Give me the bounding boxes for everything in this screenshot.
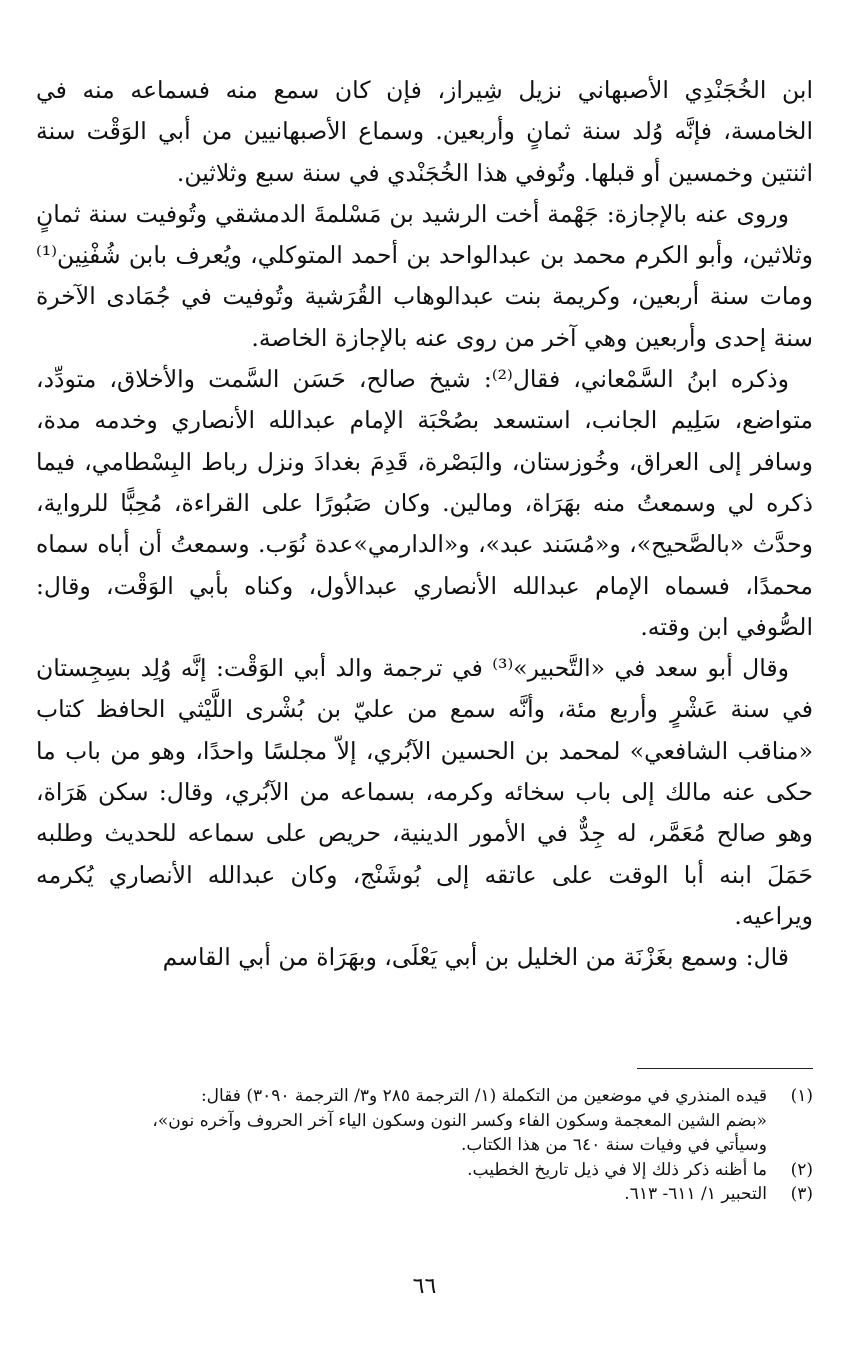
page-number: ٦٦ [412,1274,437,1299]
footnote-number: (٣) [790,1184,813,1204]
paragraph-2: وروى عنه بالإجازة: جَهْمة أخت الرشيد بن مَسْلمةَ الدمشقي وتُوفيت سنة ثمانٍ وثلاثين، وأبو الكرم محمد بن عبدالواحد بن أحمد المتوكلي، ويُعرف بابن شُفْنِين⁽¹⁾ ومات سنة أربعين، وكريمة بنت عبدالوهاب القُرَشية وتُوفيت في جُمَادى الآخرة سنة إحدى وأربعين وهي آخر من روى عنه بالإجازة الخاصة. [36,199,813,352]
paragraph-3: وذكره ابنُ السَّمْعاني، فقال⁽²⁾: شيخ صالح، حَسَن السَّمت والأخلاق، متودِّد، متواضع، سَلِيم الجانب، استسعد بصُحْبَة الإمام عبدالله الأنصاري وخدمه مدة، وسافر إلى العراق، وخُوزستان، والبَصْرة، قَدِمَ بغدادَ ونزل رباط البِسْطامي، فيما ذكره لي وسمعتُ منه بهَرَاة، ومالين. وكان صَبُورًا على القراءة، مُحِبًّا للرواية، وحدَّث «بالصَّحيح»، و«مُسَند عبد»، و«الدارمي»عدة نُوَب. وسمعتُ أن أباه سماه محمدًا، فسماه الإمام عبدالله الأنصاري عبدالأول، وكناه بأبي الوَقْت، وقال: الصُّوفي ابن وقته. [36,365,813,641]
footnote-number: (١) [790,1086,813,1106]
footnote-line: «بضم الشين المعجمة وسكون الفاء وكسر النون وسكون الياء آخر الحروف وآخره نون»، [152,1110,767,1131]
footnote-body [36,1182,767,1207]
footnote-line: وسيأتي في وفيات سنة ٦٤٠ من هذا الكتاب. [460,1135,767,1155]
footnote-line: قيده المنذري في موضعين من التكملة (١/ الترجمة ٢٨٥ و٣/ الترجمة ٣٠٩٠) فقال: [200,1086,767,1106]
footnote-body [36,1084,767,1158]
paragraph-4: وقال أبو سعد في «التَّحبير»⁽³⁾ في ترجمة والد أبي الوَقْت: إنَّه وُلِد بسِجِستان في سنة عَشْرٍ وأربع مئة، وأنَّه سمع من عليّ بن بُشْرى اللَّيْثي الحافظ كتاب «مناقب الشافعي» لمحمد بن الحسين الآبُري، إلاّ مجلسًا واحدًا، وهو من باب ما حكى عنه مالك إلى باب سخائه وكرمه، بسماعه من الآبُري، وقال: سكن هَرَاة، وهو صالح مُعَمَّر، له جِدٌّ في الأمور الدينية، حريص على سماعه للحديث وطلبه حَمَلَ ابنه أبا الوقت على عاتقه إلى بُوشَنْج، وكان عبدالله الأنصاري يُكرمه ويراعيه. [36,654,813,930]
footnote-3 [36,1182,813,1207]
footnote-2 [36,1158,813,1183]
footnotes [36,1084,813,1207]
footnote-1 [36,1084,813,1158]
footnote-number: (٢) [790,1159,813,1180]
paragraph-5: قال: وسمع بغَزْنَة من الخليل بن أبي يَعْلَى، وبهَرَاة من أبي القاسم [162,943,789,972]
footnote-body [36,1158,767,1183]
main-text [36,70,813,979]
footnote-separator [637,1068,813,1069]
footnote-line: ما أظنه ذكر ذلك إلا في ذيل تاريخ الخطيب. [467,1159,767,1180]
paragraph-1: ابن الخُجَنْدِي الأصبهاني نزيل شِيراز، فإن كان سمع منه فسماعه منه في الخامسة، فإنَّه وُلد سنة ثمانٍ وأربعين. وسماع الأصبهانيين من أبي الوَقْت سنة اثنتين وخمسين أو قبلها. وتُوفي هذا الخُجَنْدي في سنة سبع وثلاثين. [36,76,813,187]
footnote-line: التحبير ١/ ٦١١- ٦١٣. [624,1184,767,1204]
